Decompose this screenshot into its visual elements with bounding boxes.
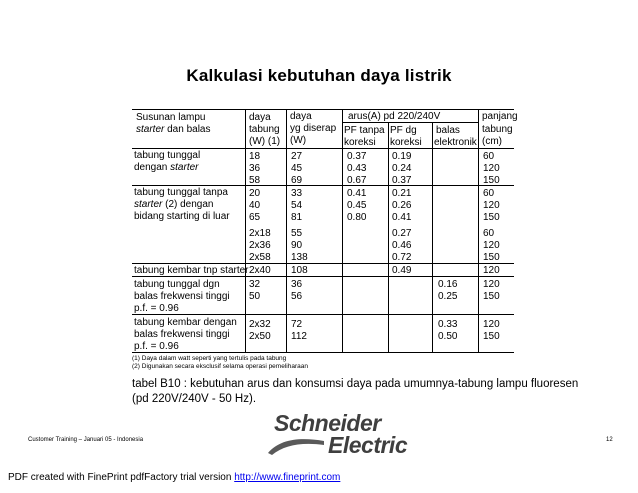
footer-text: Customer Training – Januari 05 - Indonesia [28, 437, 144, 443]
col-divider-5 [432, 122, 433, 352]
header-pf-dg-2: koreksi [390, 137, 422, 148]
header-daya-serap: daya [290, 111, 312, 122]
pdf-note-text: PDF created with FinePrint pdfFactory trial version [8, 472, 235, 483]
cell-pf-dg: 0.19 [392, 151, 412, 162]
cell-tabung: 2x58 [249, 252, 271, 263]
footnote-1: (1) Daya dalam watt seperti yang tertulis pada tabung [132, 355, 287, 362]
header-daya-tabung-3: (W) (1) [249, 136, 281, 147]
cell-pf-dg: 0.41 [392, 212, 412, 223]
cell-serap: 27 [291, 151, 303, 162]
cell-pf-tanpa: 0.43 [347, 163, 367, 174]
cell-serap: 138 [291, 252, 308, 263]
cell-serap: 69 [291, 175, 303, 186]
group2-label-3: bidang starting di luar [134, 211, 230, 222]
col-divider-3 [342, 109, 343, 352]
cell-pf-dg: 0.24 [392, 163, 412, 174]
header-daya-tabung: daya [249, 112, 271, 123]
cell-pf-dg: 0.37 [392, 175, 412, 186]
header-pf-dg: PF dg [390, 125, 417, 136]
header-bottom-rule [132, 148, 514, 149]
group1-bottom-rule [132, 185, 514, 186]
cell-tabung: 18 [249, 151, 261, 162]
cell-serap: 108 [291, 265, 308, 276]
group1-label-2: dengan starter [134, 162, 199, 173]
group3-bottom-rule [132, 276, 514, 277]
header-panjang-2: tabung [482, 124, 513, 135]
group4-label: tabung tunggal dgn [134, 279, 220, 290]
col-divider-2 [286, 109, 287, 352]
cell-pf-dg: 0.27 [392, 228, 412, 239]
col-divider-6 [478, 109, 479, 352]
cell-pf-dg: 0.46 [392, 240, 412, 251]
group4-label-2: balas frekwensi tinggi [134, 291, 230, 302]
cell-serap: 112 [291, 331, 307, 342]
cell-panjang: 120 [483, 240, 500, 251]
footnotes [132, 355, 308, 371]
header-balas-2: elektronik [434, 137, 477, 148]
table-top-rule [132, 109, 514, 110]
header-pf-tanpa-2: koreksi [344, 137, 376, 148]
cell-pf-tanpa: 0.80 [347, 212, 367, 223]
cell-tabung: 2x32 [249, 319, 271, 330]
table-bottom-rule [132, 352, 514, 353]
header-susunan: Susunan lampu [136, 112, 206, 123]
logo-word-schneider: Schneider [274, 410, 381, 436]
header-starter-balas: starter dan balas [136, 124, 211, 135]
group2-label: tabung tunggal tanpa [134, 187, 228, 198]
cell-serap: 90 [291, 240, 303, 251]
cell-serap: 81 [291, 212, 303, 223]
cell-panjang: 60 [483, 228, 495, 239]
cell-pf-dg: 0.72 [392, 252, 412, 263]
cell-pf-dg: 0.21 [392, 188, 412, 199]
cell-tabung: 50 [249, 291, 261, 302]
cell-pf-tanpa: 0.67 [347, 175, 367, 186]
group5-label-2: balas frekwensi tinggi [134, 329, 230, 340]
cell-tabung: 36 [249, 163, 261, 174]
schneider-electric-logo [266, 410, 418, 460]
cell-tabung: 40 [249, 200, 261, 211]
header-arus-group: arus(A) pd 220/240V [348, 111, 441, 122]
cell-pf-tanpa: 0.37 [347, 151, 367, 162]
cell-serap: 45 [291, 163, 303, 174]
cell-serap: 54 [291, 200, 303, 211]
header-daya-serap-3: (W) [290, 135, 307, 146]
cell-tabung: 2x50 [249, 331, 271, 342]
cell-serap: 56 [291, 291, 303, 302]
cell-panjang: 120 [483, 319, 500, 330]
group5-label: tabung kembar dengan [134, 317, 237, 328]
cell-balas: 0.50 [438, 331, 458, 342]
cell-panjang: 120 [483, 200, 500, 211]
cell-serap: 55 [291, 228, 303, 239]
cell-tabung: 32 [249, 279, 261, 290]
group4-label-3: p.f. = 0.96 [134, 303, 179, 314]
cell-pf-dg: 0.26 [392, 200, 412, 211]
cell-panjang: 120 [483, 279, 500, 290]
cell-panjang: 120 [483, 163, 500, 174]
logo-word-electric: Electric [328, 432, 408, 458]
pdf-creator-note [8, 472, 340, 483]
page-title: Kalkulasi kebutuhan daya listrik [186, 66, 452, 85]
header-balas: balas [436, 125, 460, 136]
cell-tabung: 2x36 [249, 240, 271, 251]
fineprint-link[interactable]: http://www.fineprint.com [234, 472, 341, 483]
cell-panjang: 120 [483, 265, 500, 276]
cell-tabung: 2x40 [249, 265, 271, 276]
cell-tabung: 20 [249, 188, 261, 199]
cell-pf-dg: 0.49 [392, 265, 412, 276]
header-daya-tabung-2: tabung [249, 124, 280, 135]
cell-tabung: 65 [249, 212, 261, 223]
cell-pf-tanpa: 0.41 [347, 188, 367, 199]
arus-group-rule [342, 122, 478, 123]
cell-panjang: 150 [483, 331, 500, 342]
cell-panjang: 150 [483, 291, 500, 302]
cell-tabung: 2x18 [249, 228, 271, 239]
header-pf-tanpa: PF tanpa [344, 125, 385, 136]
group3-label: tabung kembar tnp starter [134, 265, 249, 276]
cell-serap: 33 [291, 188, 303, 199]
cell-panjang: 60 [483, 188, 495, 199]
col-divider-4 [388, 122, 389, 352]
group1-label: tabung tunggal [134, 150, 201, 161]
cell-tabung: 58 [249, 175, 261, 186]
col-divider-1 [245, 109, 246, 352]
footnote-2: (2) Digunakan secara eksclusif selama operasi pemeliharaan [132, 363, 308, 370]
cell-pf-tanpa: 0.45 [347, 200, 367, 211]
logo-swoosh-icon [266, 435, 328, 457]
cell-panjang: 60 [483, 151, 495, 162]
group4-bottom-rule [132, 314, 514, 315]
cell-panjang: 150 [483, 212, 500, 223]
cell-serap: 72 [291, 319, 303, 330]
cell-panjang: 150 [483, 252, 500, 263]
cell-balas: 0.33 [438, 319, 458, 330]
group3-top-rule [132, 263, 514, 264]
cell-panjang: 150 [483, 175, 500, 186]
cell-balas: 0.25 [438, 291, 458, 302]
cell-balas: 0.16 [438, 279, 458, 290]
page-number: 12 [606, 437, 613, 443]
cell-serap: 36 [291, 279, 303, 290]
header-daya-serap-2: yg diserap [290, 123, 337, 134]
header-panjang: panjang [482, 111, 518, 122]
group2-label-2: starter (2) dengan [134, 199, 214, 210]
group5-label-3: p.f. = 0.96 [134, 341, 179, 352]
header-panjang-3: (cm) [482, 136, 502, 147]
table-caption: tabel B10 : kebutuhan arus dan konsumsi daya pada umumnya-tabung lampu fluoresen (pd 220V/240V - 50 Hz). [132, 378, 579, 405]
